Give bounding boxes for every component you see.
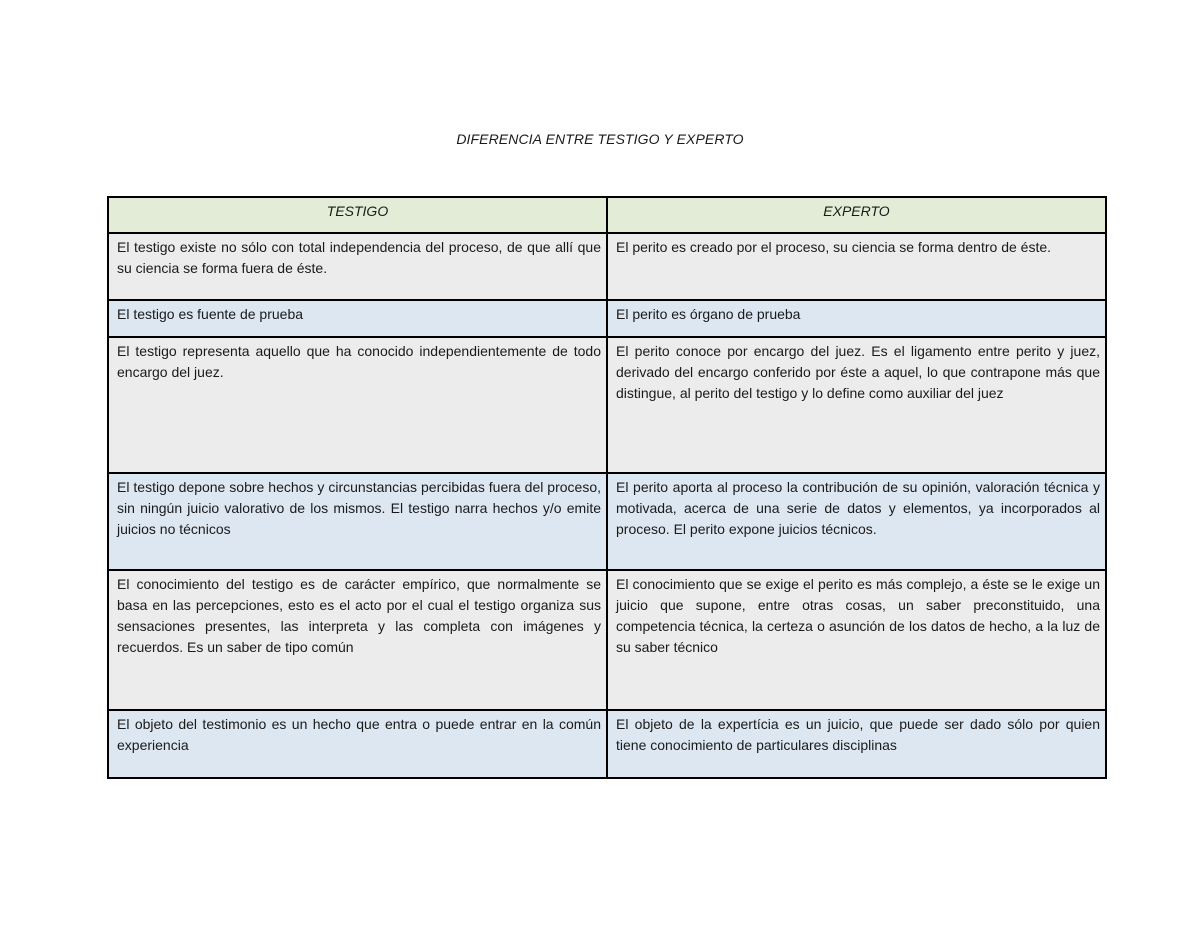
- cell-experto: El perito es creado por el proceso, su ciencia se forma dentro de éste.: [607, 233, 1106, 300]
- table-row: [108, 337, 1106, 473]
- cell-testigo: El testigo es fuente de prueba: [108, 300, 607, 337]
- table-row: [108, 473, 1106, 570]
- cell-experto: El conocimiento que se exige el perito es más complejo, a éste se le exige un juicio que supone, entre otras cosas, un saber preconstituido, una competencia técnica, la certeza o asunción de los datos de hecho, a la luz de su saber técnico: [607, 570, 1106, 710]
- cell-testigo: El testigo representa aquello que ha conocido independientemente de todo encargo del juez.: [108, 337, 607, 473]
- cell-testigo: El testigo depone sobre hechos y circunstancias percibidas fuera del proceso, sin ningún juicio valorativo de los mismos. El testigo narra hechos y/o emite juicios no técnicos: [108, 473, 607, 570]
- table-row: [108, 233, 1106, 300]
- cell-testigo: El conocimiento del testigo es de carácter empírico, que normalmente se basa en las percepciones, esto es el acto por el cual el testigo organiza sus sensaciones presentes, las interpreta y las completa con imágenes y recuerdos. Es un saber de tipo común: [108, 570, 607, 710]
- cell-experto: El objeto de la expertícia es un juicio, que puede ser dado sólo por quien tiene conocimiento de particulares disciplinas: [607, 710, 1106, 778]
- header-experto: EXPERTO: [607, 197, 1106, 233]
- table-header-row: [108, 197, 1106, 233]
- cell-experto: El perito aporta al proceso la contribución de su opinión, valoración técnica y motivada, acerca de una serie de datos y elementos, ya incorporados al proceso. El perito expone juicios técnicos.: [607, 473, 1106, 570]
- header-testigo: TESTIGO: [108, 197, 607, 233]
- table-row: [108, 300, 1106, 337]
- cell-testigo: El testigo existe no sólo con total independencia del proceso, de que allí que su ciencia se forma fuera de éste.: [108, 233, 607, 300]
- document-title: DIFERENCIA ENTRE TESTIGO Y EXPERTO: [456, 131, 744, 147]
- cell-testigo: El objeto del testimonio es un hecho que entra o puede entrar en la común experiencia: [108, 710, 607, 778]
- table-row: [108, 710, 1106, 778]
- table-row: [108, 570, 1106, 710]
- cell-experto: El perito es órgano de prueba: [607, 300, 1106, 337]
- cell-experto: El perito conoce por encargo del juez. Es el ligamento entre perito y juez, derivado del encargo conferido por éste a aquel, lo que contrapone más que distingue, al perito del testigo y lo define como auxiliar del juez: [607, 337, 1106, 473]
- comparison-table: [107, 196, 1107, 779]
